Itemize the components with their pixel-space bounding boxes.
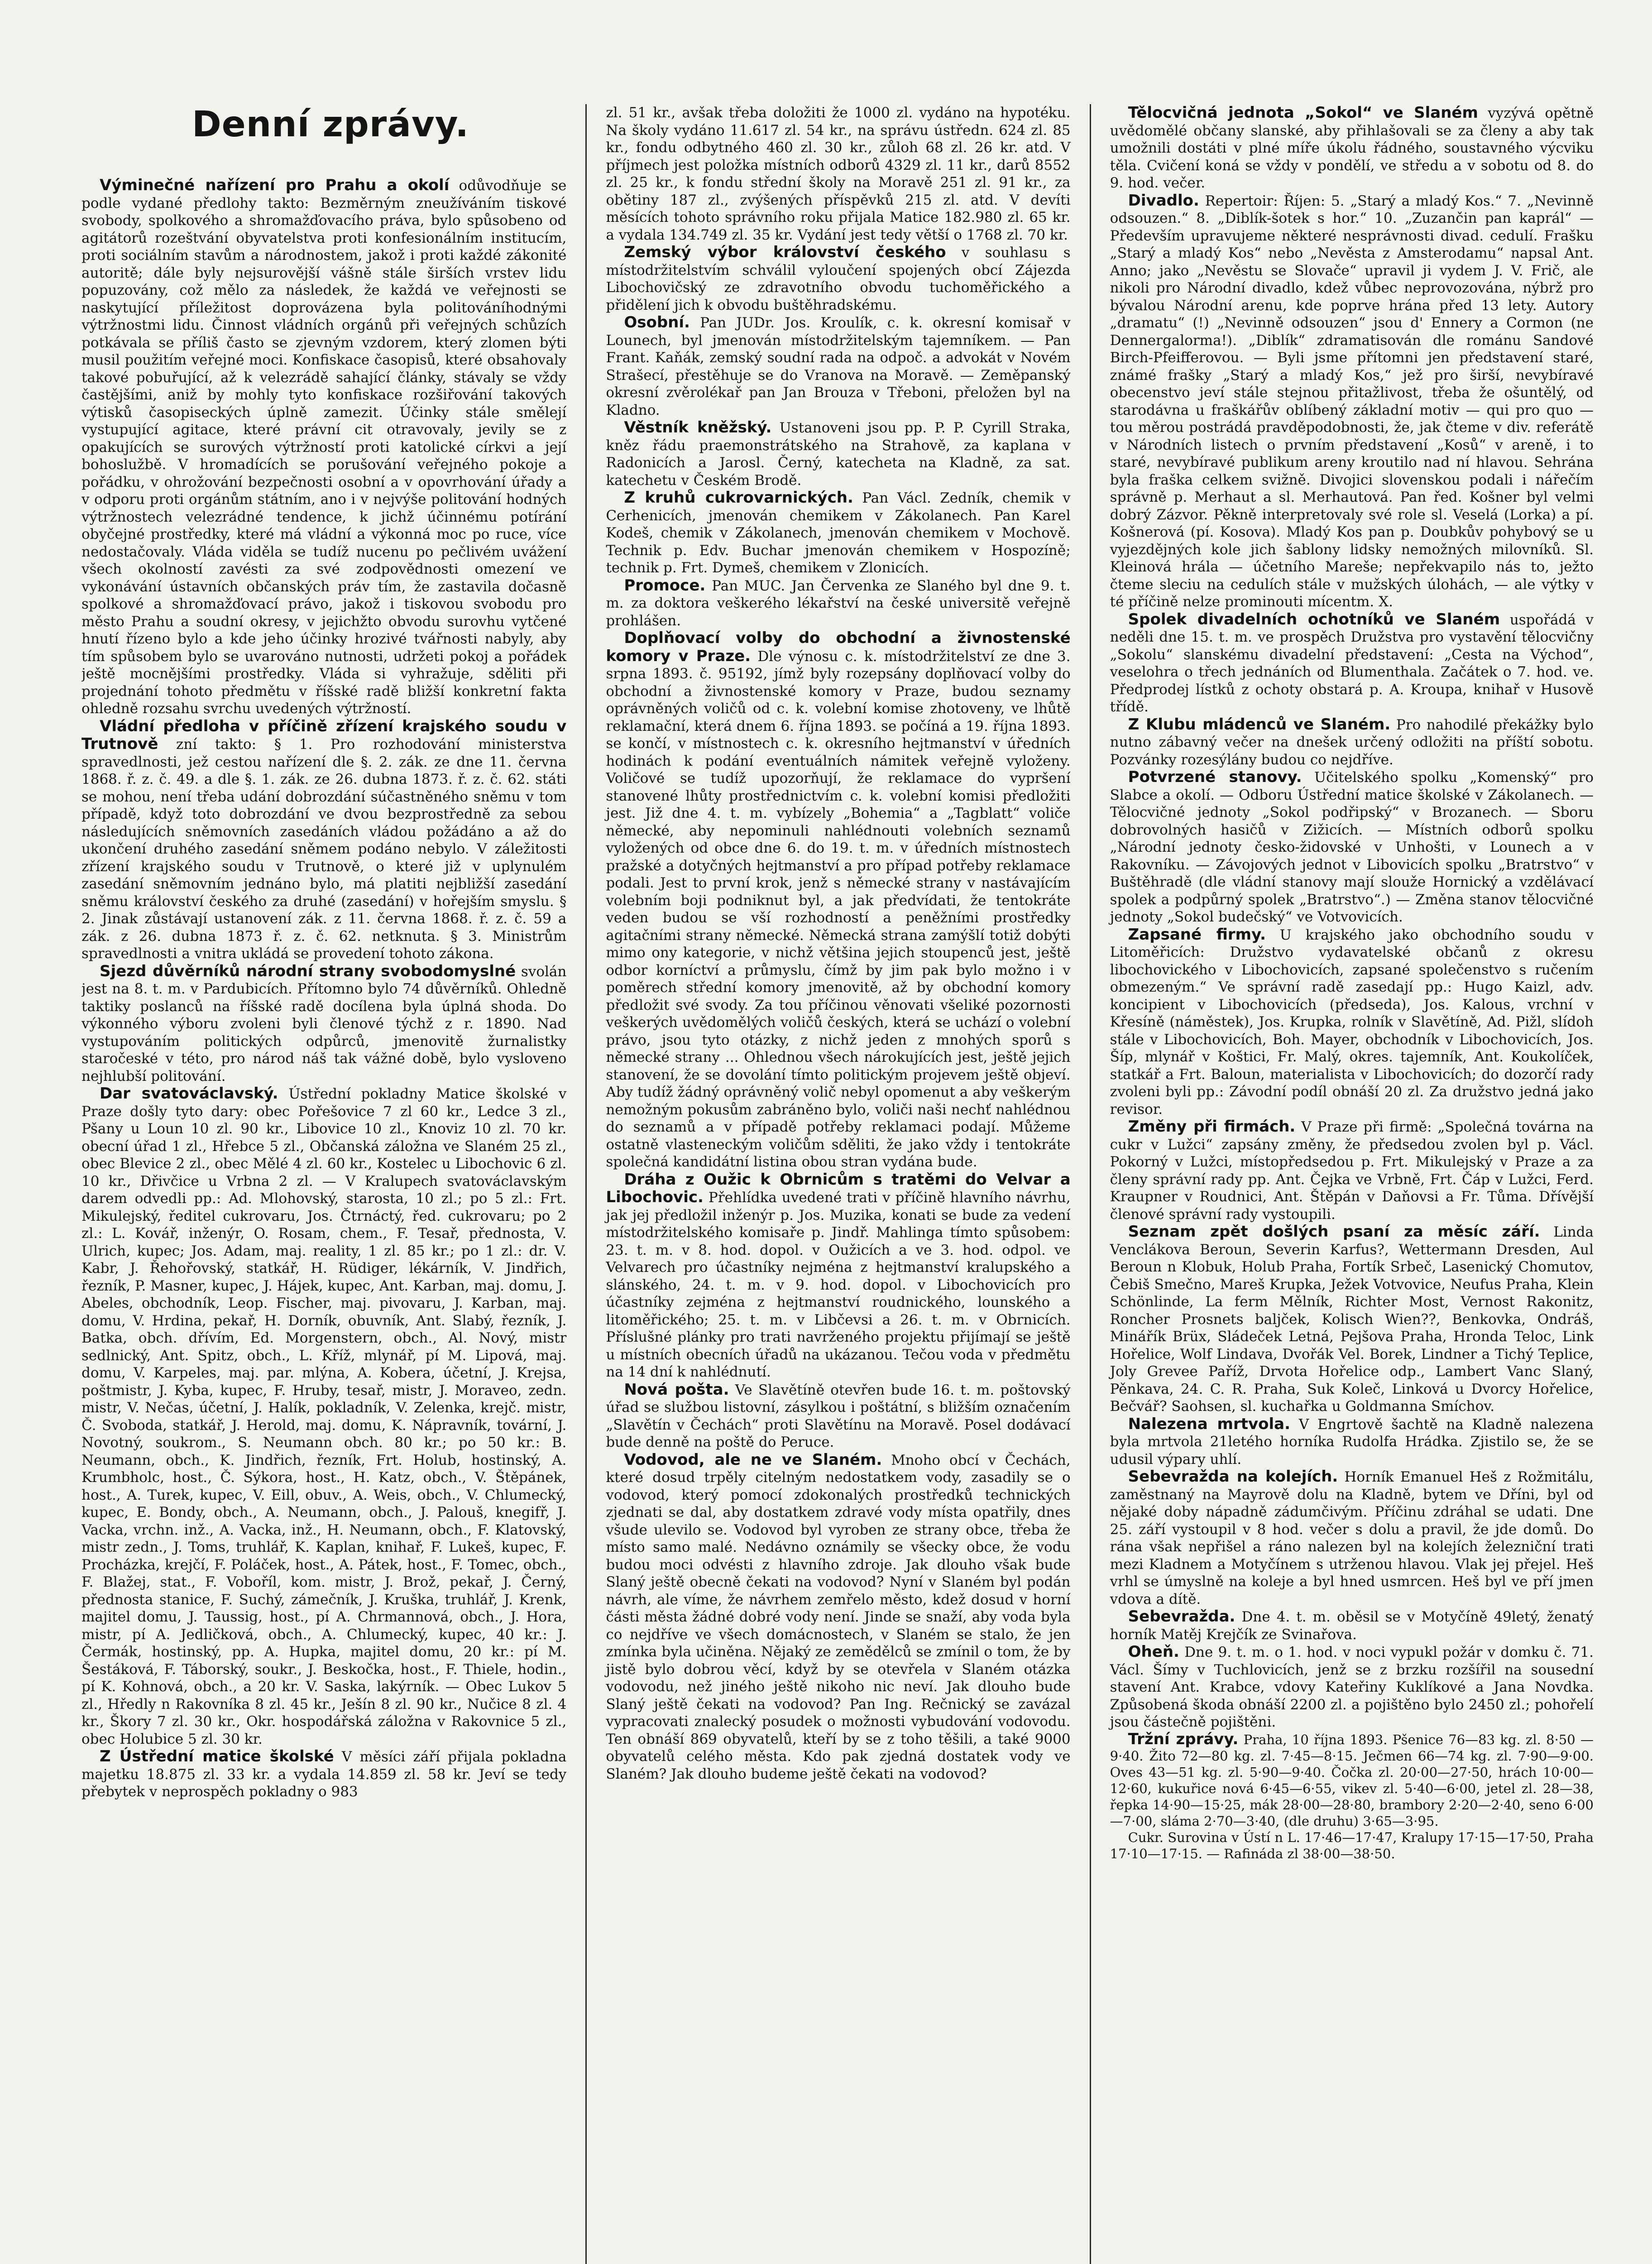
article — [1110, 716, 1594, 769]
article-body: uspořádá v neděli dne 15. t. m. ve prospěch Družstva pro vystavění tělocvičny „Sokolu“ slanskému divadelní představení: „Cesta na Východ“, veselohra o třech jednáních od Blumenthala. Začátek o 7. hod. ve. Předprodej lístků z ochoty obstará p. A. Kroupa, knihař v Husově třídě. — [1110, 611, 1594, 715]
article-heading: Sebevražda. — [1128, 1607, 1235, 1626]
article — [606, 314, 1070, 419]
article-heading: Z Klubu mládenců ve Slaném. — [1128, 715, 1391, 734]
article-body: Pan JUDr. Jos. Kroulík, c. k. okresní komisař v Lounech, byl jmenován místodržitelským tajemníkem. — Pan Frant. Kaňák, zemský soudní rada na odpoč. a advokát v Novém Strašecí, přestěhuje se do Vranova na Moravě. — Zeměpanský okresní zvěrolékař pan Jan Brouza v Třeboni, přeložen byl na Kladno. — [606, 315, 1071, 418]
article-body: Dle výnosu c. k. místodržitelství ze dne 3. srpna 1893. č. 95192, jímž byly rozepsány doplňovací volby do obchodní a živnostenské komory v Praze, budou seznamy oprávněných voličů od c. k. volební komise zhotoveny, ve lhůtě reklamační, která dnem 6. října 1893. se počíná a 19. října 1893. se končí, v místnostech c. k. okresního hejtmanství v úředních hodinách k podání eventuálních námitek veřejně vyloženy. Voličové se tudíž upozorňují, že reklamace do vypršení stanovené lhůty prostřednictvím c. k. volební komisi předložiti jest. Již dne 4. t. m. vybízely „Bohemia“ a „Tagblatt“ voliče německé, aby nepominuli nahlédnouti volebních seznamů vyložených od obce dne 6. do 19. t. m. v úředních místnostech pražské a dotyčných hejtmanství a pro případ potřeby reklamace podali. Jest to první krok, jenž s německé strany v nastávajícím volebním boji podniknut byl, a jak předvídati, že tentokráte veden budou se vší rozhodností a peněžními prostředky agitačními strany německé. Německá strana zamýšlí totiž dobýti mimo ony kategorie, v nichž většina jejich stoupenců jest, ještě odbor korníctví a průmyslu, čímž by jim pak bylo možno i v poměrech střední komory jmenovitě, až by obchodní komory předložit své svody. Za tou příčinou věnovati všeliké pozornosti veškerých uvědomělých voličů českých, která se uchází o volební právo, jsou tyto otázky, z nichž jeden z mnohých sporů s německé strany ... Ohlednou všech nárokujících jest, ještě jejich stanovení, že se dovolání tímto politickým projevem ještě objeví. Aby tudíž žádný oprávněný volič nebyl opomenut a aby veškerým nemožným pokusům zabráněno bylo, voliči naši nechť nahlédnou do seznamů a v případě potřeby reklamaci podají. Můžeme ostatně vlasteneckým voličům sděliti, že jako vždy i tentokráte společná kandidátní listina obou stran vydána bude. — [606, 648, 1071, 1170]
article-heading: Zapsané firmy. — [1128, 925, 1266, 944]
article-heading: Nová pošta. — [624, 1380, 729, 1399]
article — [81, 718, 566, 963]
article — [1110, 1643, 1594, 1731]
article-heading: Z kruhů cukrovarnických. — [624, 489, 853, 507]
article-body: Ustanoveni jsou pp. P. P. Cyrill Straka, kněz řádu praemonstrátského na Strahově, za kaplana v Radonicích a Jarosl. Černý, katecheta na Kladně, za sat. katechetu v Českém Brodě. — [606, 420, 1071, 489]
article — [606, 489, 1070, 577]
article-heading: Divadlo. — [1128, 191, 1199, 210]
market-prices — [1110, 1731, 1594, 1829]
article — [81, 177, 566, 718]
article-heading: Seznam zpět došlých psaní za měsíc září. — [1128, 1223, 1540, 1241]
article-body: Dne 4. t. m. oběsil se v Motyčíně 49letý, ženatý horník Matěj Krejčík ze Svinařova. — [1110, 1609, 1594, 1643]
article — [1110, 926, 1594, 1118]
article-heading: Potvrzené stanovy. — [1128, 768, 1302, 786]
article — [606, 1451, 1070, 1783]
column-middle — [585, 104, 1089, 2264]
article — [606, 577, 1070, 630]
article — [1110, 192, 1594, 611]
article — [606, 419, 1070, 489]
article — [1110, 1118, 1594, 1223]
article-body: V Praze při firmě: „Společná továrna na cukr v Lužci“ zapsány změny, že předsedou zvolen byl p. Václ. Pokorný v Lužci, místopředsedou p. Frt. Mikulejský v Praze a za členy správní rady pp. Ant. Čejka ve Vrbně, Frt. Čáp v Lužci, Ferd. Kraupner v Roudnici, Ant. Štěpán v Daňovsi a Fr. Tůma. Dřívější členové správní rady vystoupili. — [1110, 1119, 1594, 1223]
article-body: Praha, 10 října 1893. Pšenice 76—83 kg. zl. 8·50 — 9·40. Žito 72—80 kg. zl. 7·45—8·15. Ječmen 66—74 kg. zl. 7·90—9·00. Oves 43—51 kg. zl. 5·90—9·40. Čočka zl. 20·00—27·50, hrách 10·00—12·60, kukuřice nová 6·45—6·55, vikev zl. 5·40—6·00, jetel zl. 28—38, řepka 14·90—15·25, mák 28·00—28·80, brambory 2·20—2·40, seno 6·00—7·00, sláma 2·70—3·40, (dle druhu) 3·65—3·95. — [1110, 1732, 1594, 1829]
article-heading: Věstník kněžský. — [624, 418, 772, 436]
sugar-prices — [1110, 1829, 1594, 1862]
section-heading: Denní zprávy. — [192, 104, 469, 145]
article-heading: Nalezena mrtvola. — [1128, 1415, 1291, 1433]
article — [1110, 1415, 1594, 1468]
article — [1110, 611, 1594, 716]
article-body: Pan MUC. Jan Červenka ze Slaného byl dne 9. t. m. za doktora veškerého lékařství na české universitě veřejně prohlášen. — [606, 577, 1071, 629]
article-body: Linda Venclákova Beroun, Severin Karfus?, Wettermann Dresden, Aul Beroun n Klobuk, Holub Praha, Fortík Srbeč, Lasenický Chomutov, Čebiš Smečno, Mareš Krupka, Ježek Votvovice, Neufus Praha, Klein Schönlinde, La ferm Mělník, Richter Most, Vernost Rakonitz, Roncher Prosnets baljček, Kolisch Wien??, Benkovka, Ondráš, Minářík Brüx, Sládeček Letná, Pejšova Praha, Hronda Teloc, Link Hořelice, Wolf Lindava, Dvořák Vel. Borek, Lindner a Tichý Teplice, Joly Grevee Paříž, Drvota Hořelice odp., Lambert Vanc Slaný, Pěnkava, 24. C. R. Praha, Suk Koleč, Linková u Dvorcy Hořelice, Bečvář? Saohsen, sl. kuchařka u Goldmanna Smíchov. — [1110, 1224, 1594, 1415]
article — [1110, 104, 1594, 192]
article — [1110, 768, 1594, 926]
article-heading: Tržní zprávy. — [1128, 1730, 1239, 1748]
article-heading: Oheň. — [1128, 1643, 1179, 1661]
article — [1110, 1223, 1594, 1415]
article-heading: Změny při firmách. — [1128, 1118, 1296, 1136]
article-body: V Engrtově šachtě na Kladně nalezena byla mrtvola 21letého horníka Rudolfa Hrádka. Zjistilo se, že se udusil výpary uhlí. — [1110, 1416, 1594, 1468]
article-body: Cukr. Surovina v Ústí n L. 17·46—17·47, Kralupy 17·15—17·50, Praha 17·10—17·15. — Rafináda zl 38·00—38·50. — [1110, 1829, 1594, 1861]
article — [81, 963, 566, 1085]
article-body: Ve Slavětíně otevřen bude 16. t. m. poštovský úřad se službou listovní, zásylkou i poštátní, s bližším označením „Slavětín v Čechách“ proti Slavětínu na Moravě. Posel dodávací bude denně na poště do Peruce. — [606, 1381, 1071, 1450]
article-heading: Sjezd důvěrníků národní strany svobodomyslné — [100, 962, 516, 980]
article-body: v souhlasu s místodržitelstvím schválil vyloučení spojených obcí Zájezda Libochovičský ze zdravotního obvodu tuchoměřického a přidělení jich k obvodu buštěhradskému. — [606, 245, 1071, 313]
article-body: Ústřední pokladny Matice školské v Praze došly tyto dary: obec Pořešovice 7 zl 60 kr., Ledce 3 zl., Pšany u Loun 10 zl. 90 kr., Libovice 10 zl., Knoviz 10 zl. 70 kr. obecní úřad 1 zl., Hřebce 5 zl., Občanská záložna ve Slaném 25 zl., obec Blevice 2 zl., obec Mělé 4 zl. 60 kr., Kostelec u Libochovic 6 zl. 10 kr., Dřivčice u Vrbna 2 zl. — V Kralupech svatováclavským darem odvedli pp.: Ad. Mlohovský, starosta, 10 zl.; po 5 zl.: Frt. Mikulejský, ředitel cukrovaru, Jos. Čtrnáctý, řed. cukrovaru; po 2 zl.: L. Kovář, inženýr, O. Rosam, chem., F. Tesař, přednosta, V. Ulrich, kupec; Jos. Adam, maj. reality, 1 zl. 85 kr.; po 1 zl.: dr. V. Kabr, J. Řehořovský, statkář, H. Rüdiger, lékárník, V. Jindřich, řezník, P. Masner, kupec, J. Hájek, kupec, Ant. Karban, maj. domu, J. Abeles, obchodník, Leop. Fischer, maj. pivovaru, J. Karban, maj. domu, V. Hrdina, pekař, H. Dorník, obuvník, Ant. Slabý, řezník, J. Batka, obch. dřívím, Ed. Morgenstern, obch., Al. Nový, mistr sedlnický, Ant. Spitz, obch., L. Kříž, mlynář, pí M. Lipová, maj. domu, V. Karpeles, maj. par. mlýna, A. Kobera, účetní, J. Krejsa, poštmistr, J. Kyba, kupec, F. Hruby, tesař, mistr, J. Moraveo, zedn. mistr, V. Nečas, účetní, J. Halík, pokladník, V. Zelenka, krejč. mistr, Č. Svoboda, statkář, J. Herold, maj. domu, K. Nápravník, tovární, J. Novotný, soukrom., S. Neumann obch. 80 kr.; po 50 kr.: B. Neumann, obch., K. Jindřich, řezník, Frt. Holub, hostinský, A. Krumbholc, host., Č. Sýkora, host., H. Katz, obch., V. Štěpánek, host., A. Turek, kupec, V. Eill, obuv., A. Weis, obch., V. Chlumecký, kupec, E. Bondy, obch., A. Neumann, obch., J. Palouš, knegifř, J. Vacka, vrchn. inž., A. Vacka, inž., H. Neumann, obch., F. Klatovský, mistr zedn., J. Toms, truhlář, K. Kaplan, knihař, F. Lukeš, kupec, F. Procházka, krejčí, F. Poláček, host., A. Pátek, host., F. Tomec, obch., F. Blažej, stat., F. Voboříl, kom. mistr, J. Brož, pekař, J. Černý, přednosta stanice, F. Suchý, zámečník, J. Kruška, truhlář, J. Krenk, majitel domu, J. Taussig, host., pí A. Chrmannová, obch., J. Hora, mistr, pí A. Jedličková, obch., A. Chlumecký, kupec, 40 kr.: J. Čermák, hostinský, pp. A. Hupka, majitel domu, 20 kr.: pí M. Šestáková, F. Táborský, soukr., J. Beskočka, host., F. Thiele, hodin., pí K. Kohnová, obch., a 20 kr. V. Saska, lakýrník. — Obec Lukov 5 zl., Hředly n Rakovníka 8 zl. 45 kr., Ješín 8 zl. 90 kr., Nučice 8 zl. 4 kr., Škory 7 zl. 30 kr., Okr. hospodářská záložna v Rakovnice 5 zl., obec Holubice 5 zl. 30 kr. — [81, 1086, 567, 1747]
article-body: V měsíci září přijala pokladna majetku 18.875 zl. 33 kr. a vydala 14.859 zl. 58 kr. Jeví se tedy přebytek v neprospěch pokladny o 983 — [81, 1749, 567, 1800]
article-heading: Osobní. — [624, 313, 690, 331]
article-body: Horník Emanuel Heš z Rožmitálu, zaměstnaný na Mayrově dolu na Kladně, bytem ve Dříni, byl od nějaké doby nápadně zádumčivým. Příčinu zdráhal se udati. Dne 25. září vystoupil v 8 hod. večer s dolu a pravil, že jde domů. Do rána však nepřišel a ráno nalezen byl na kolejích železniční trati mezi Kladnem a Motyčínem s utrženou hlavou. Vlak jej přejel. Heš vrhl se úmyslně na koleje a byl hned usmrcen. Heš byl ve pří jmen vdova a dítě. — [1110, 1469, 1594, 1607]
article-body: U krajského jako obchodního soudu v Litoměřicích: Družstvo vydavatelské občanů z okresu libochovického v Libochovicích, zapsané společenstvo s ručením obmezeným.“ Ve správní radě zasedají pp.: Hugo Kaizl, adv. koncipient v Libochovicích (předseda), Jos. Kalous, vrchní v Křesíně (náměstek), Jos. Krupka, rolník v Slavětíně, Ad. Pižl, slídoh stále v Libochovicích, Boh. Mayer, obchodník v Libochovicích, Jos. Šíp, mlynář v Koštici, Fr. Malý, okres. tajemník, Ant. Koukolíček, statkář a Frt. Baloun, materialista v Libochovicích; do dozorčí rady zvoleni byli pp.: Závodní podíl obnáší 20 zl. Za družstvo jedná jako revisor. — [1110, 926, 1594, 1118]
article-body: zl. 51 kr., avšak třeba doložiti že 1000 zl. vydáno na hypotéku. Na školy vydáno 11.617 zl. 54 kr., na správu ústředn. 624 zl. 85 kr., fondu odbytného 460 zl. 30 kr., zůloh 68 zl. 26 kr. atd. V příjmech jest položka místních odborů 4329 zl. 11 kr., darů 8552 zl. 25 kr., k fondu střední školy na Moravě 251 zl. 91 kr., za obětiny 187 zl., zvýšených příspěvků 215 zl. atd. V devíti měsících tohoto správního roku přijala Matice 182.980 zl. 65 kr. a vydala 134.749 zl. 35 kr. Vydání jest tedy větší o 1768 zl. 70 kr. — [606, 105, 1071, 243]
article-heading: Dar svatováclavský. — [100, 1084, 278, 1103]
article-heading: Promoce. — [624, 576, 706, 595]
article-heading: Sebevražda na kolejích. — [1128, 1468, 1338, 1486]
article-body: Pan Václ. Zedník, chemik v Cerhenicích, jmenován chemikem v Zákolanech. Pan Karel Kodeš, chemik v Zákolanech, jmenován chemikem v Mochově. Technik p. Edv. Buchar jmenován chemikem v Hospozíně; technik p. Frt. Dymeš, chemikem v Zlonicích. — [606, 490, 1071, 576]
article — [81, 1748, 566, 1801]
column-left — [81, 104, 585, 2264]
newspaper-page — [81, 104, 1594, 2264]
article-body: Repertoir: Říjen: 5. „Starý a mladý Kos.“ 7. „Nevinně odsouzen.“ 8. „Diblík-šotek s hor.“ 10. „Zuzančin pan kaprál“ — Především upravujeme některé nesprávnosti divad. cedulí. Frašku „Starý a mladý Kos“ nebo „Nevěsta z Amsterodamu“ napsal Ant. Anno; jako „Nevěstu se Slovače“ upravil ji vydem J. V. Frič, ale nikoli pro Národní divadlo, kdež vůbec neprovozována, nýbrž pro bývalou Národní arenu, kde poprve hrána před 13 lety. Autory „dramatu“ (!) „Nevinně odsouzen“ jsou d' Ennery a Cormon (ne Dennergalorma!). „Diblík“ zdramatisován dle románu Sandové Birch-Pfeifferovou. — Byli jsme přítomni jen představení staré, známé frašky „Starý a mladý Kos,“ jež pro širší, nevybíravé obecenstvo jeví stále stejnou přitažlivost, třeba že ošuntělý, od starodávna u fraškářův oblíbený základní motiv — qui pro quo — tou měrou postrádá pravděpodobnosti, že, jak čteme v div. referátě v Národních listech o prvním představení „Kosů“ v areně, i to staré, nevybíravé publikum areny kroutilo nad ní hlavou. Sehrána byla fraška celkem svižně. Divojici slovenskou podali i nářečím správně p. Merhaut a sl. Merhautová. Pan řed. Košner byl velmi dobrý Zázvor. Pěkně interpretovaly své role sl. Veselá (Lorka) a pí. Košnerová (pí. Kosova). Mladý Kos pan p. Doubkův pohybový se u vyjezdějných kole jich šablony lidsky nemožných milovníků. Sl. Kleinová hrála — účetního Mareše; nepřekvapilo nás to, ježto čteme sleciu na cedulích stále v mužských úlohách, — ale výtky v té příčině nelze prominouti mícentm. X. — [1110, 192, 1594, 610]
article-body: Učitelského spolku „Komenský“ pro Slabce a okolí. — Odboru Ústřední matice školské v Zákolanech. — Tělocvičné jednoty „Sokol podřipský“ v Brozanech. — Sboru dobrovolných hasičů v Zižicích. — Místních odborů spolku „Národní jednoty česko-židovské v Unhošti, v Lounech a v Rakovníku. — Závojových jednot v Libovicích spolku „Bratrstvo“ v Buštěhradě (dle vládní stanovy mají slouže Hornický a vzdělávací spolek a podpůrný spolek „Bratrstvo“.) — Změna stanov tělocvičné jednoty „Sokol budečský“ ve Votvovicích. — [1110, 769, 1594, 925]
article-body: Mnoho obcí v Čechách, které dosud trpěly citelným nedostatkem vody, zasadily se o vodovod, který pomocí zdokonalých prostředků technických zjednati se dal, aby dostatkem zdravé vody místa opatřily, dnes všude ulevilo se. Vodovod byl vyroben ze strany obce, třeba že místo samo malé. Nedávno oznámily se všecky obce, že vodu budou moci odvésti z hlavního zdroje. Jak dlouho však bude Slaný ještě obecně čekati na vodovod? Nyní v Slaném byl podán návrh, ale víme, že návrhem zemřelo město, kdež dosud v horní části města žádné dobré vody není. Jinde se snaží, aby voda byla co nejdříve ve všech domácnostech, v Slaném se stalo, že jen zmínka byla učiněna. Nějaký ze zemědělců se zmínil o tom, že by jistě bylo dobrou věcí, když by se otevřela v Slaném otázka vodovodu, než jiného ještě nikoho nic neví. Jak dlouho bude Slaný ještě čekati na vodovod? Pan Ing. Rečnický se zavázal vypracovati znalecký posudek o možnosti vybudování vodovodu. Ten obnáší 869 obyvatelů, kteří by se z toho těšili, a také 9000 obyvatelů celého města. Kdo pak zjedná dostatek vody ve Slaném? Jak dlouho budeme ještě čekati na vodovod? — [606, 1452, 1071, 1782]
article-heading: Spolek divadelních ochotníků ve Slaném — [1128, 610, 1500, 628]
article-heading: Vodovod, ale ne ve Slaném. — [624, 1450, 882, 1469]
article-heading: Z Ústřední matice školské — [100, 1747, 334, 1765]
article — [606, 1171, 1070, 1381]
article-heading: Vládní předloha v příčině zřízení krajského soudu v Trutnově — [81, 717, 567, 753]
article — [606, 629, 1070, 1171]
article-body: zní takto: § 1. Pro rozhodování ministerstva spravedlnosti, jež cestou nařízení dle §. 2. zák. ze dne 11. června 1868. ř. z. č. 49. a dle §. 1. zák. ze 26. dubna 1873. ř. z. č. 62. státi se mohou, není třeba udání dobrozdání súčastněného sněmu v tom případě, když toto dobrozdání ve dvou bezprostředně za sebou následujících sněmovních zasedáních vládou požádáno a až do ukončení druhého zasedání sněmem podáno nebylo. V záležitosti zřízení krajského soudu v Trutnově, o které již v uplynulém zasedání sněmovním jednáno bylo, má platiti nejbližší zasedání sněmu království českého za druhé (zasedání) v hořejším smyslu. § 2. Jinak zůstávají ustanovení zák. z 11. června 1868. ř. z. č. 59 a zák. z 26. dubna 1873 ř. z. č. 62. netknuta. § 3. Ministrům spravedlnosti a vnitra ukládá se provedení tohoto zákona. — [81, 736, 567, 962]
article-body: odůvodňuje se podle vydané předlohy takto: Bezměrným zneužíváním tiskové svobody, spolkového a shromažďovacího práva, bylo spůsobeno od agitátorů rozeštvání obyvatelstva proti konfesionálním institucím, proti sociálním stavům a národnostem, jakož i proti každé zákonité autoritě; dále byly nejsurovější vášně stále širších vrstev lidu popuzovány, což mělo za následek, že každá ve veřejnosti se naskytující příležitost doprovázena byla politováníhodnými výtržnostmi lidu. Činnost vládních orgánů při veřejných schůzích potkávala se příliš často se zjevným vzdorem, který zlomen býti musil použitím veřejné moci. Konfiskace časopisů, které obsahovaly takové pobuřující, až k velezrádě sahající články, stávaly se vždy častějšími, aniž by mohly tyto konfiskace rozšiřování takových výtisků časopiseckých úplně zamezit. Účinky stále smělejí vystupující agitace, které právní cit otravovaly, jevily se z opakujících se surových výtržností proti katolické církvi a její bohoslužbě. V hromadících se porušování veřejného pokoje a pořádku, v ohrožování bezpečnosti osobní a v opovrhování úřady a v odporu proti orgánům státním, ano i v nejvýše politování hodných výtržnostech velezrádné tendence, k jichž účinnému potírání obyčejné prostředky, které má vládní a výkonná moc po ruce, více nedostačovaly. Vláda viděla se tudíž nucenu po pečlivém uvážení všech okolností zavésti za své zodpovědnosti omezení ve vykonávání ústavních občanských práv tím, že zastavila dočasně spolkové a shromažďovací právo, jakož i tiskovou svobodu pro město Prahu a soudní okresy, v jejichžto obvodu surovhu vytčené hnutí řízeno bylo a kde jeho účinky hrozivé tvářnosti nabyly, aby tím spůsobem bylo se uvarováno nutnosti, udržeti pokoj a pořádek ještě mocnějšími prostředky. Vláda si vyhražuje, sděliti při projednání tohoto předmětu v říšské radě bližší konkretní fakta ohledně rozsahu svrchu uvedených výtržností. — [81, 177, 567, 717]
article — [606, 104, 1070, 244]
article — [81, 1085, 566, 1748]
article — [1110, 1608, 1594, 1643]
article-body: Dne 9. t. m. o 1. hod. v noci vypukl požár v domku č. 71. Václ. Šímy v Tuchlovicích, jenž se z brzku rozšířil na sousední stavení Ant. Krabce, vdovy Kateřiny Kuklíkové a Jana Novdka. Způsobená škoda obnáší 2200 zl. a pojištěno bylo 2450 zl.; pohořelí jsou částečně pojištěni. — [1110, 1644, 1594, 1730]
article-heading: Zemský výbor království českého — [624, 243, 946, 261]
article — [606, 244, 1070, 314]
article-body: svolán jest na 8. t. m. v Pardubicích. Přítomno bylo 74 důvěrníků. Ohledně taktiky poslanců na říšské radě docílena byla úplná shoda. Do výkonného výboru zvoleni byli členové týchž z r. 1890. Nad vystupováním politických odpůrců, jmenovitě žurnalistky staročeské v této, pro národ náš tak vážné době, bylo vysloveno nejhlubší politování. — [81, 963, 567, 1084]
column-right — [1090, 104, 1594, 2264]
article-heading: Tělocvičná jednota „Sokol“ ve Slaném — [1128, 104, 1478, 122]
article — [1110, 1468, 1594, 1608]
article-body: vyzývá opětně uvědomělé občany slanské, aby přihlašovali se za členy a aby tak umožnili dostáti v plné míře úkolu řádného, soustavného výcviku těla. Cvičení koná se vždy v pondělí, ve středu a v sobotu od 8. do 9. hod. večer. — [1110, 105, 1594, 191]
article-body: Pro nahodilé překážky bylo nutno zábavný večer na dnešek určený odložiti na příští sobotu. Pozvánky rozesýlány budou co nejdříve. — [1110, 716, 1594, 768]
article-heading: Doplňovací volby do obchodní a živnostenské komory v Praze. — [606, 629, 1071, 665]
article-body: Přehlídka uvedené trati v příčině hlavního návrhu, jak jej předložil inženýr p. Jos. Muzika, konati se bude za vedení místodržitelského komisaře p. Jindř. Mahlinga tímto spůsobem: 23. t. m. v 8. hod. dopol. v Oužicích a ve 3. hod. odpol. ve Velvarech pro účastníky nejména z hejtmanství kralupského a slánského, 24. t. m. v 9. hod. dopol. v Libochovicích pro účastníky zejména z hejtmanství roudnického, lounského a litoměřického; 25. t. m. v Libčevsi a 26. t. m. v Obrnicích. Příslušné plánky pro trati navrženého projektu přijímají se ještě u místních obecních úřadů na ukázanou. Tečou voda v předmětu na 14 dní k nahlédnutí. — [606, 1190, 1071, 1380]
article-heading: Dráha z Oužic k Obrnicům s tratěmi do Velvar a Libochovic. — [606, 1170, 1071, 1206]
article — [606, 1381, 1070, 1451]
article-heading: Výminečné nařízení pro Prahu a okolí — [100, 176, 450, 194]
